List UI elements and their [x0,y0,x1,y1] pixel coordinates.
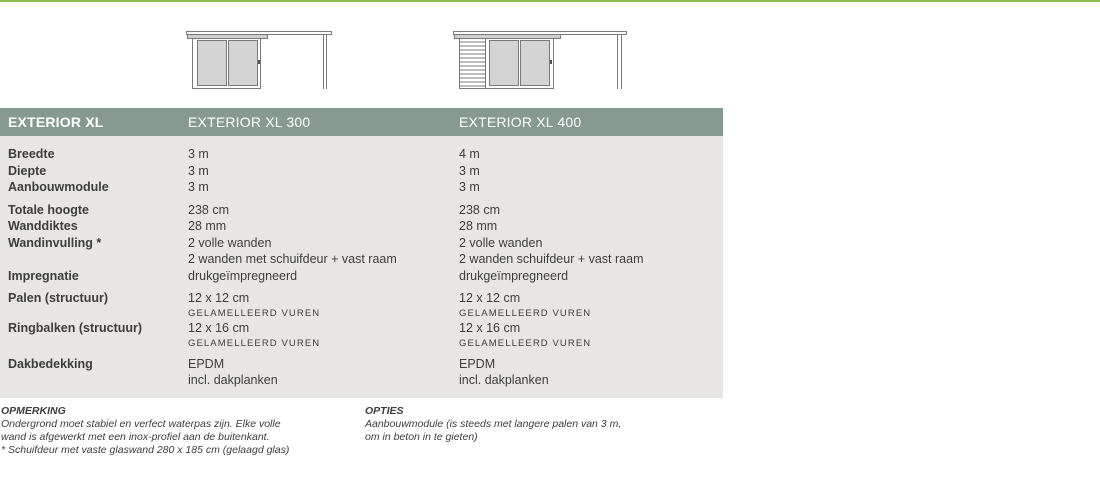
spec-label: Breedte [8,147,55,161]
drawing-exterior-xl-300 [186,31,334,91]
spec-material-xl-300: GELAMELLEERD VUREN [188,308,321,319]
spec-value-xl-400: 12 x 16 cm [459,321,521,335]
spec-material-xl-400: GELAMELLEERD VUREN [459,308,592,319]
options-title: OPTIES [365,405,404,417]
spec-value-xl-400: EPDM [459,357,496,371]
spec-value-xl-400: 12 x 12 cm [459,291,521,305]
spec-value-xl-300: 3 m [188,180,209,194]
column-header-xl-400: EXTERIOR XL 400 [459,114,582,130]
spec-material-xl-400: GELAMELLEERD VUREN [459,338,592,349]
spec-value-xl-400: 28 mm [459,219,498,233]
spec-label: Wandinvulling * [8,236,102,250]
remarks-line: wand is afgewerkt met een inox-profiel aan de buitenkant. [1,431,270,443]
spec-label: Totale hoogte [8,203,90,217]
drawing-exterior-xl-400 [453,31,629,91]
spec-label: Impregnatie [8,269,79,283]
spec-value-xl-300: drukgeïmpregneerd [188,269,298,283]
spec-table-header [0,108,723,136]
spec-value-xl-400-line2: incl. dakplanken [459,373,549,387]
spec-label: Aanbouwmodule [8,180,109,194]
column-header-xl-300: EXTERIOR XL 300 [188,114,311,130]
spec-value-xl-300: 2 volle wanden [188,236,272,250]
remarks-line: Ondergrond moet stabiel en verfect waterpas zijn. Elke volle [1,418,281,430]
spec-value-xl-400: drukgeïmpregneerd [459,269,569,283]
spec-value-xl-300: 12 x 16 cm [188,321,250,335]
spec-label: Diepte [8,164,47,178]
spec-value-xl-400: 238 cm [459,203,500,217]
options-line: om in beton in te gieten) [365,431,478,443]
spec-value-xl-400: 3 m [459,164,480,178]
remarks-title: OPMERKING [1,405,66,417]
spec-table [0,108,723,398]
spec-value-xl-400: 3 m [459,180,480,194]
spec-value-xl-300-line2: 2 wanden met schuifdeur + vast raam [188,252,397,266]
spec-value-xl-400: 2 volle wanden [459,236,543,250]
spec-label: Ringbalken (structuur) [8,321,143,335]
spec-value-xl-300: 12 x 12 cm [188,291,250,305]
remarks-note [1,405,289,457]
product-title: EXTERIOR XL [8,114,104,130]
spec-label: Palen (structuur) [8,291,109,305]
spec-value-xl-400: 4 m [459,147,480,161]
spec-material-xl-300: GELAMELLEERD VUREN [188,338,321,349]
top-accent-rule [0,0,1100,2]
spec-value-xl-300: 3 m [188,164,209,178]
spec-value-xl-300: EPDM [188,357,225,371]
remarks-line: * Schuifdeur met vaste glaswand 280 x 185 cm (gelaagd glas) [1,444,290,456]
spec-label: Dakbedekking [8,357,93,371]
spec-value-xl-300: 28 mm [188,219,227,233]
spec-value-xl-300: 238 cm [188,203,229,217]
spec-value-xl-300: 3 m [188,147,209,161]
spec-value-xl-400-line2: 2 wanden schuifdeur + vast raam [459,252,644,266]
options-note [365,405,621,444]
spec-value-xl-300-line2: incl. dakplanken [188,373,278,387]
options-line: Aanbouwmodule (is steeds met langere palen van 3 m, [365,418,622,430]
spec-label: Wanddiktes [8,219,78,233]
